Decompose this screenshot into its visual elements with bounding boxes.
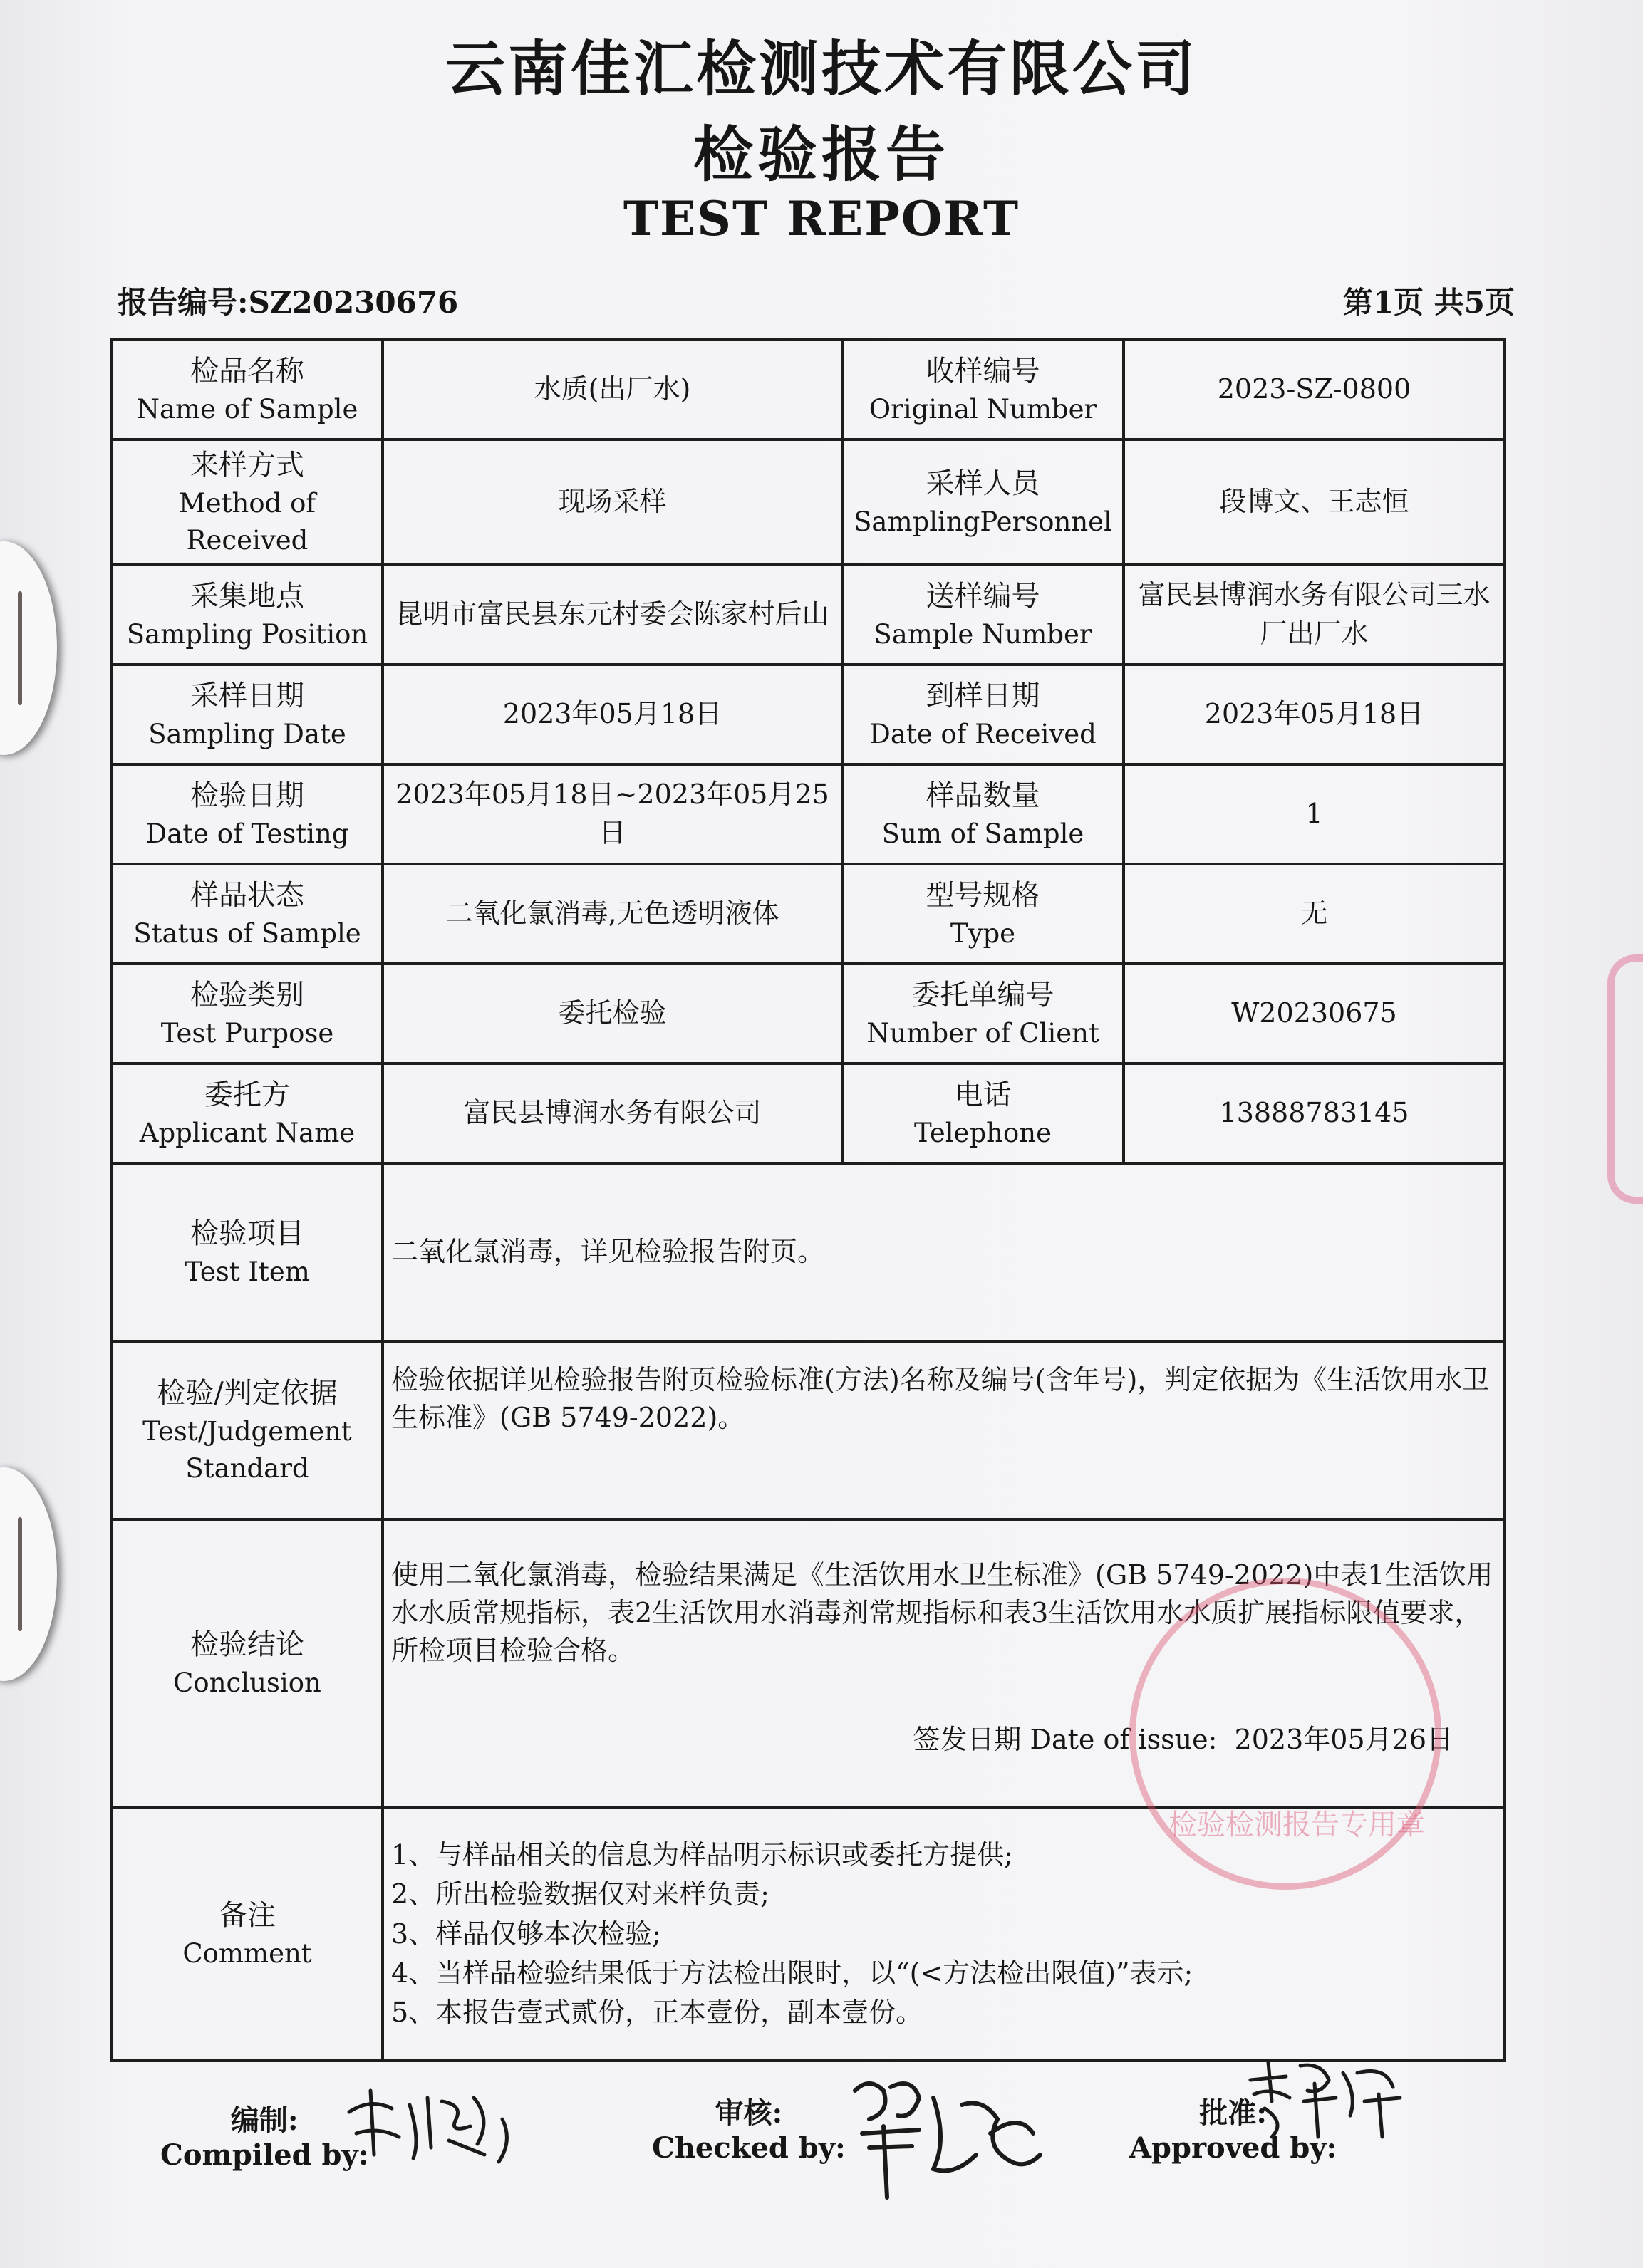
label-zh: 样品状态 xyxy=(190,878,304,912)
label-en: Standard xyxy=(185,1452,309,1484)
issue-label: 签发日期 Date of issue: xyxy=(913,1724,1218,1756)
field-label xyxy=(842,665,1124,764)
label-zh: 委托方 xyxy=(204,1078,290,1111)
label-zh: 采集地点 xyxy=(190,579,304,613)
label-zh: 检验/判定依据 xyxy=(157,1376,338,1410)
field-label xyxy=(112,1341,383,1519)
label-zh: 送样编号 xyxy=(926,579,1040,613)
report-title-en: TEST REPORT xyxy=(623,191,1020,246)
field-value: 2023年05月18日 xyxy=(1124,665,1505,764)
label-en: Method of Received xyxy=(178,488,316,556)
field-label xyxy=(112,565,383,665)
field-label xyxy=(842,964,1124,1063)
compiled-signature xyxy=(342,2076,527,2169)
label-zh: 收样编号 xyxy=(926,355,1040,388)
standard-row xyxy=(112,1341,1505,1519)
label-zh: 检验结论 xyxy=(190,1628,304,1662)
field-value: 1 xyxy=(1124,764,1505,864)
test-item-row xyxy=(112,1163,1505,1341)
label-en: Sum of Sample xyxy=(881,818,1084,849)
field-value: 2023年05月18日~2023年05月25日 xyxy=(383,764,842,864)
label-zh: 到样日期 xyxy=(926,679,1040,712)
label-zh: 来样方式 xyxy=(190,449,304,482)
comment-line: 2、所出检验数据仅对来样负责; xyxy=(391,1878,769,1910)
compiled-en: Compiled by: xyxy=(160,2138,369,2172)
field-label xyxy=(112,1519,383,1808)
approved-en: Approved by: xyxy=(1129,2131,1337,2165)
label-en: Comment xyxy=(182,1938,312,1970)
label-en: Test/Judgement xyxy=(142,1415,352,1447)
field-value: 二氧化氯消毒,无色透明液体 xyxy=(383,864,842,964)
info-row xyxy=(112,864,1505,964)
info-row xyxy=(112,665,1505,764)
field-label xyxy=(842,565,1124,665)
label-en: Sampling Date xyxy=(148,718,346,749)
standard-value: 检验依据详见检验报告附页检验标准(方法)名称及编号(含年号)，判定依据为《生活饮用水卫生标准》(GB 5749-2022)。 xyxy=(383,1341,1505,1519)
binder-clip-bottom xyxy=(18,1517,22,1631)
report-number: 报告编号:SZ20230676 xyxy=(118,285,459,320)
field-value: 13888783145 xyxy=(1124,1063,1505,1163)
field-label xyxy=(842,340,1124,439)
field-label xyxy=(112,1163,383,1341)
label-en: SamplingPersonnel xyxy=(854,506,1112,537)
checked-zh: 审核: xyxy=(715,2096,783,2130)
info-row xyxy=(112,964,1505,1063)
field-label xyxy=(112,340,383,439)
label-zh: 样品数量 xyxy=(926,779,1040,812)
approved-zh: 批准: xyxy=(1199,2096,1268,2130)
field-value: 无 xyxy=(1124,864,1505,964)
field-value: 2023年05月18日 xyxy=(383,665,842,764)
approved-signature xyxy=(1243,2051,1407,2144)
field-label xyxy=(842,1063,1124,1163)
field-value: 富民县博润水务有限公司三水厂出厂水 xyxy=(1124,565,1505,665)
seal-text: 检验检测报告专用章 xyxy=(1168,1809,1425,1841)
label-en: Telephone xyxy=(914,1117,1052,1148)
field-value: W20230675 xyxy=(1124,964,1505,1063)
field-label xyxy=(112,439,383,565)
label-zh: 采样人员 xyxy=(926,467,1040,500)
field-label xyxy=(842,764,1124,864)
field-value: 委托检验 xyxy=(383,964,842,1063)
label-en: Date of Testing xyxy=(145,818,349,849)
label-en: Sample Number xyxy=(874,618,1092,650)
field-label xyxy=(112,764,383,864)
label-zh: 电话 xyxy=(954,1078,1012,1111)
binder-clip-top xyxy=(18,591,22,705)
field-value: 水质(出厂水) xyxy=(383,340,842,439)
comment-line: 5、本报告壹式贰份，正本壹份，副本壹份。 xyxy=(391,1996,923,2028)
field-value: 段博文、王志恒 xyxy=(1124,439,1505,565)
label-en: Number of Client xyxy=(866,1017,1099,1049)
label-en: Sampling Position xyxy=(126,618,368,650)
field-label xyxy=(112,665,383,764)
label-zh: 检验类别 xyxy=(190,978,304,1011)
label-en: Original Number xyxy=(869,394,1097,425)
label-zh: 检验日期 xyxy=(190,779,304,812)
field-label xyxy=(842,439,1124,565)
field-label xyxy=(112,1063,383,1163)
label-en: Status of Sample xyxy=(133,917,361,949)
checked-by-label xyxy=(652,2091,846,2165)
field-value: 现场采样 xyxy=(383,439,842,565)
label-zh: 采样日期 xyxy=(190,679,304,712)
label-en: Name of Sample xyxy=(136,394,358,425)
compiled-by-label xyxy=(160,2098,369,2172)
field-label xyxy=(112,864,383,964)
issue-date: 2023年05月26日 xyxy=(1234,1724,1453,1756)
comment-line: 1、与样品相关的信息为样品明示标识或委托方提供; xyxy=(391,1839,1013,1871)
field-value: 富民县博润水务有限公司 xyxy=(383,1063,842,1163)
label-en: Type xyxy=(950,917,1016,949)
label-en: Applicant Name xyxy=(139,1117,356,1148)
info-row xyxy=(112,764,1505,864)
label-zh: 委托单编号 xyxy=(911,978,1054,1011)
label-zh: 检品名称 xyxy=(190,355,304,388)
company-name: 云南佳汇检测技术有限公司 xyxy=(445,33,1198,104)
page-info: 第1页 共5页 xyxy=(1342,285,1515,320)
field-value: 昆明市富民县东元村委会陈家村后山 xyxy=(383,565,842,665)
label-en: Conclusion xyxy=(173,1668,321,1699)
official-seal xyxy=(1129,1578,1441,1890)
compiled-zh: 编制: xyxy=(230,2103,299,2137)
info-row xyxy=(112,565,1505,665)
label-zh: 检验项目 xyxy=(190,1217,304,1250)
report-title-zh: 检验报告 xyxy=(693,119,950,189)
test-item-value: 二氧化氯消毒，详见检验报告附页。 xyxy=(383,1163,1505,1341)
info-row xyxy=(112,439,1505,565)
info-row xyxy=(112,340,1505,439)
field-value: 2023-SZ-0800 xyxy=(1124,340,1505,439)
label-en: Date of Received xyxy=(869,718,1097,749)
edge-stamp-mark xyxy=(1607,954,1643,1204)
conclusion-text: 使用二氧化氯消毒，检验结果满足《生活饮用水卫生标准》(GB 5749-2022)中表1生活饮用水水质常规指标，表2生活饮用水消毒剂常规指标和表3生活饮用水水质扩展指标限值要求，所检项目检验合格。 xyxy=(391,1559,1493,1666)
checked-signature xyxy=(841,2069,1047,2212)
field-label xyxy=(112,964,383,1063)
checked-en: Checked by: xyxy=(652,2131,846,2165)
label-zh: 型号规格 xyxy=(926,878,1040,912)
field-label xyxy=(112,1808,383,2061)
info-row xyxy=(112,1063,1505,1163)
comment-line: 3、样品仅够本次检验; xyxy=(391,1918,661,1950)
label-en: Test Purpose xyxy=(160,1017,334,1049)
label-en: Test Item xyxy=(185,1256,310,1287)
label-zh: 备注 xyxy=(219,1899,276,1933)
comment-line: 4、当样品检验结果低于方法检出限时，以“(<方法检出限值)”表示; xyxy=(391,1957,1193,1989)
field-label xyxy=(842,864,1124,964)
